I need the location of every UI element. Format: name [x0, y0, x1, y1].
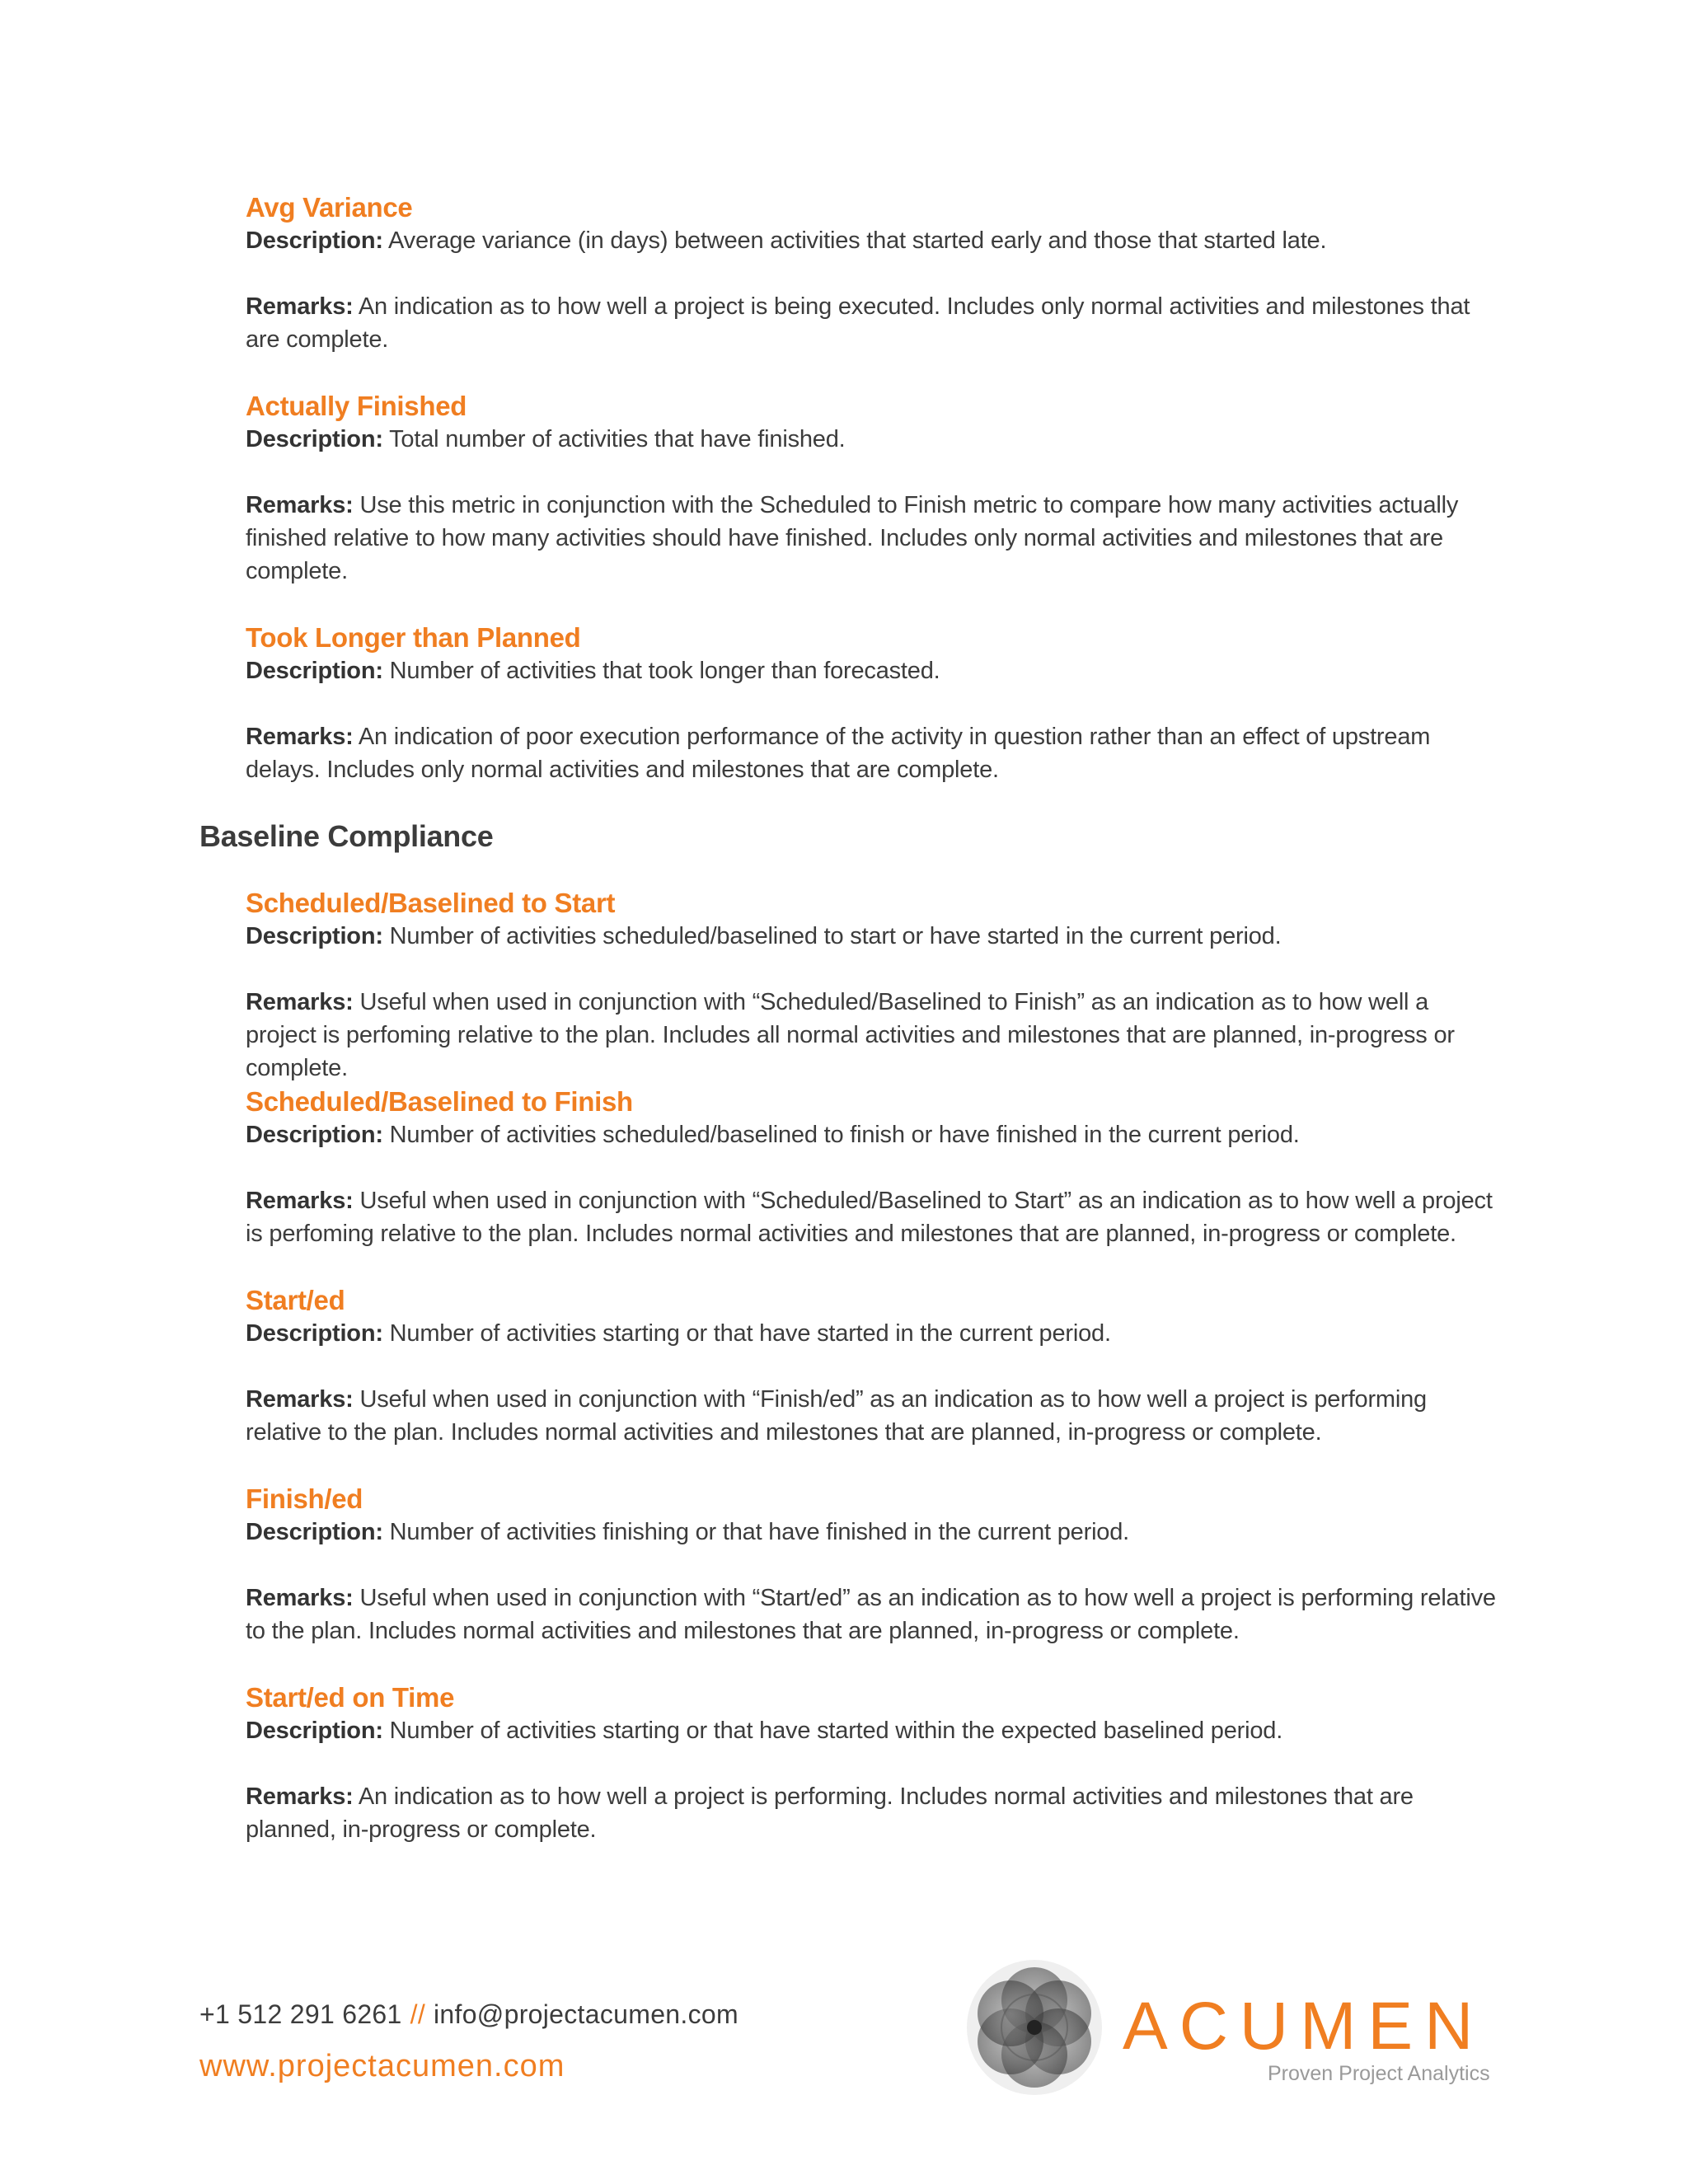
metric-remarks	[246, 1184, 1498, 1250]
description-text: Number of activities starting or that have started within the expected baselined period.	[382, 1718, 1283, 1744]
remarks-label: Remarks:	[246, 293, 354, 320]
remarks-text: Useful when used in conjunction with “Finish/ed” as an indication as to how well a project is performing relative to the plan. Includes normal activities and milestones that are planned, in-progress or complete.	[246, 1386, 1427, 1446]
remarks-text: Useful when used in conjunction with “Start/ed” as an indication as to how well a project is performing relative to the plan. Includes normal activities and milestones that are planned, in-progress or complete.	[246, 1585, 1496, 1644]
metric-description	[246, 224, 1498, 257]
description-label: Description:	[246, 1320, 383, 1347]
metric-actually-finished	[246, 390, 1498, 588]
metric-description	[246, 1516, 1498, 1549]
metric-remarks	[246, 1582, 1498, 1647]
metric-remarks	[246, 1780, 1498, 1846]
metric-description	[246, 654, 1498, 687]
remarks-label: Remarks:	[246, 989, 354, 1015]
metric-title: Start/ed on Time	[246, 1682, 455, 1713]
remarks-label: Remarks:	[246, 724, 354, 750]
footer-website-link[interactable]: www.projectacumen.com	[199, 2049, 565, 2083]
footer-email[interactable]: info@projectacumen.com	[434, 1999, 738, 2029]
metric-remarks	[246, 290, 1498, 356]
remarks-text: Useful when used in conjunction with “Scheduled/Baselined to Start” as an indication as to how well a project is perfoming relative to the plan. Includes normal activities and milestones that are planned, in-progress or complete.	[246, 1188, 1493, 1247]
remarks-text: An indication of poor execution performance of the activity in question rather than an effect of upstream delays. Includes only normal activities and milestones that are complete.	[246, 724, 1431, 783]
remarks-label: Remarks:	[246, 1585, 354, 1611]
description-text: Number of activities starting or that have started in the current period.	[382, 1320, 1111, 1347]
remarks-label: Remarks:	[246, 492, 354, 518]
footer-separator: //	[410, 1999, 426, 2029]
description-text: Number of activities scheduled/baselined to finish or have finished in the current period.	[382, 1122, 1300, 1148]
description-text: Total number of activities that have finished.	[382, 426, 846, 452]
metric-description	[246, 1118, 1498, 1151]
metric-description	[246, 423, 1498, 456]
description-label: Description:	[246, 1122, 383, 1148]
remarks-label: Remarks:	[246, 1188, 354, 1214]
remarks-text: An indication as to how well a project is being executed. Includes only normal activities and milestones that are complete.	[246, 293, 1470, 353]
logo-tagline: Proven Project Analytics	[1268, 2062, 1490, 2085]
description-label: Description:	[246, 1519, 383, 1545]
description-label: Description:	[246, 227, 383, 254]
footer-phone[interactable]: +1 512 291 6261	[199, 1999, 402, 2029]
metric-finished	[246, 1483, 1498, 1647]
metric-remarks	[246, 489, 1498, 588]
remarks-text: An indication as to how well a project is performing. Includes normal activities and milestones that are planned, in-progress or complete.	[246, 1783, 1414, 1843]
remarks-label: Remarks:	[246, 1386, 354, 1413]
logo-wordmark: ACUMEN	[1123, 1989, 1485, 2064]
metric-title: Scheduled/Baselined to Start	[246, 888, 616, 918]
metric-title: Actually Finished	[246, 391, 467, 421]
metric-remarks	[246, 986, 1498, 1085]
metric-avg-variance	[246, 191, 1498, 356]
metric-description	[246, 1714, 1498, 1747]
metric-started-on-time	[246, 1681, 1498, 1846]
footer-contact	[199, 1999, 738, 2030]
remarks-text: Useful when used in conjunction with “Scheduled/Baselined to Finish” as an indication as to how well a project is perfoming relative to the plan. Includes all normal activities and milestones that are planned, in-progress or complete.	[246, 989, 1455, 1081]
description-text: Number of activities scheduled/baselined to start or have started in the current period.	[382, 923, 1282, 949]
metric-title: Start/ed	[246, 1285, 345, 1315]
metric-scheduled-baselined-to-start	[246, 887, 1498, 1085]
remarks-text: Use this metric in conjunction with the Scheduled to Finish metric to compare how many activities actually finished relative to how many activities should have finished. Includes only normal activities and milestones that are complete.	[246, 492, 1459, 584]
metric-title: Finish/ed	[246, 1483, 363, 1514]
section-heading-baseline-compliance: Baseline Compliance	[199, 819, 494, 853]
description-label: Description:	[246, 923, 383, 949]
metric-title: Scheduled/Baselined to Finish	[246, 1086, 633, 1117]
description-label: Description:	[246, 1718, 383, 1744]
metric-title: Took Longer than Planned	[246, 622, 581, 653]
metric-started	[246, 1284, 1498, 1449]
description-text: Number of activities finishing or that have finished in the current period.	[382, 1519, 1130, 1545]
flower-of-life-logo-icon	[964, 1957, 1104, 2097]
description-text: Number of activities that took longer than forecasted.	[382, 658, 940, 684]
metric-remarks	[246, 1383, 1498, 1449]
metric-scheduled-baselined-to-finish	[246, 1085, 1498, 1250]
metric-description	[246, 920, 1498, 953]
metric-took-longer-than-planned	[246, 621, 1498, 786]
metric-title: Avg Variance	[246, 192, 413, 223]
description-text: Average variance (in days) between activities that started early and those that started late.	[382, 227, 1327, 254]
metric-remarks	[246, 720, 1498, 786]
description-label: Description:	[246, 658, 383, 684]
description-label: Description:	[246, 426, 383, 452]
metric-description	[246, 1317, 1498, 1350]
remarks-label: Remarks:	[246, 1783, 354, 1810]
